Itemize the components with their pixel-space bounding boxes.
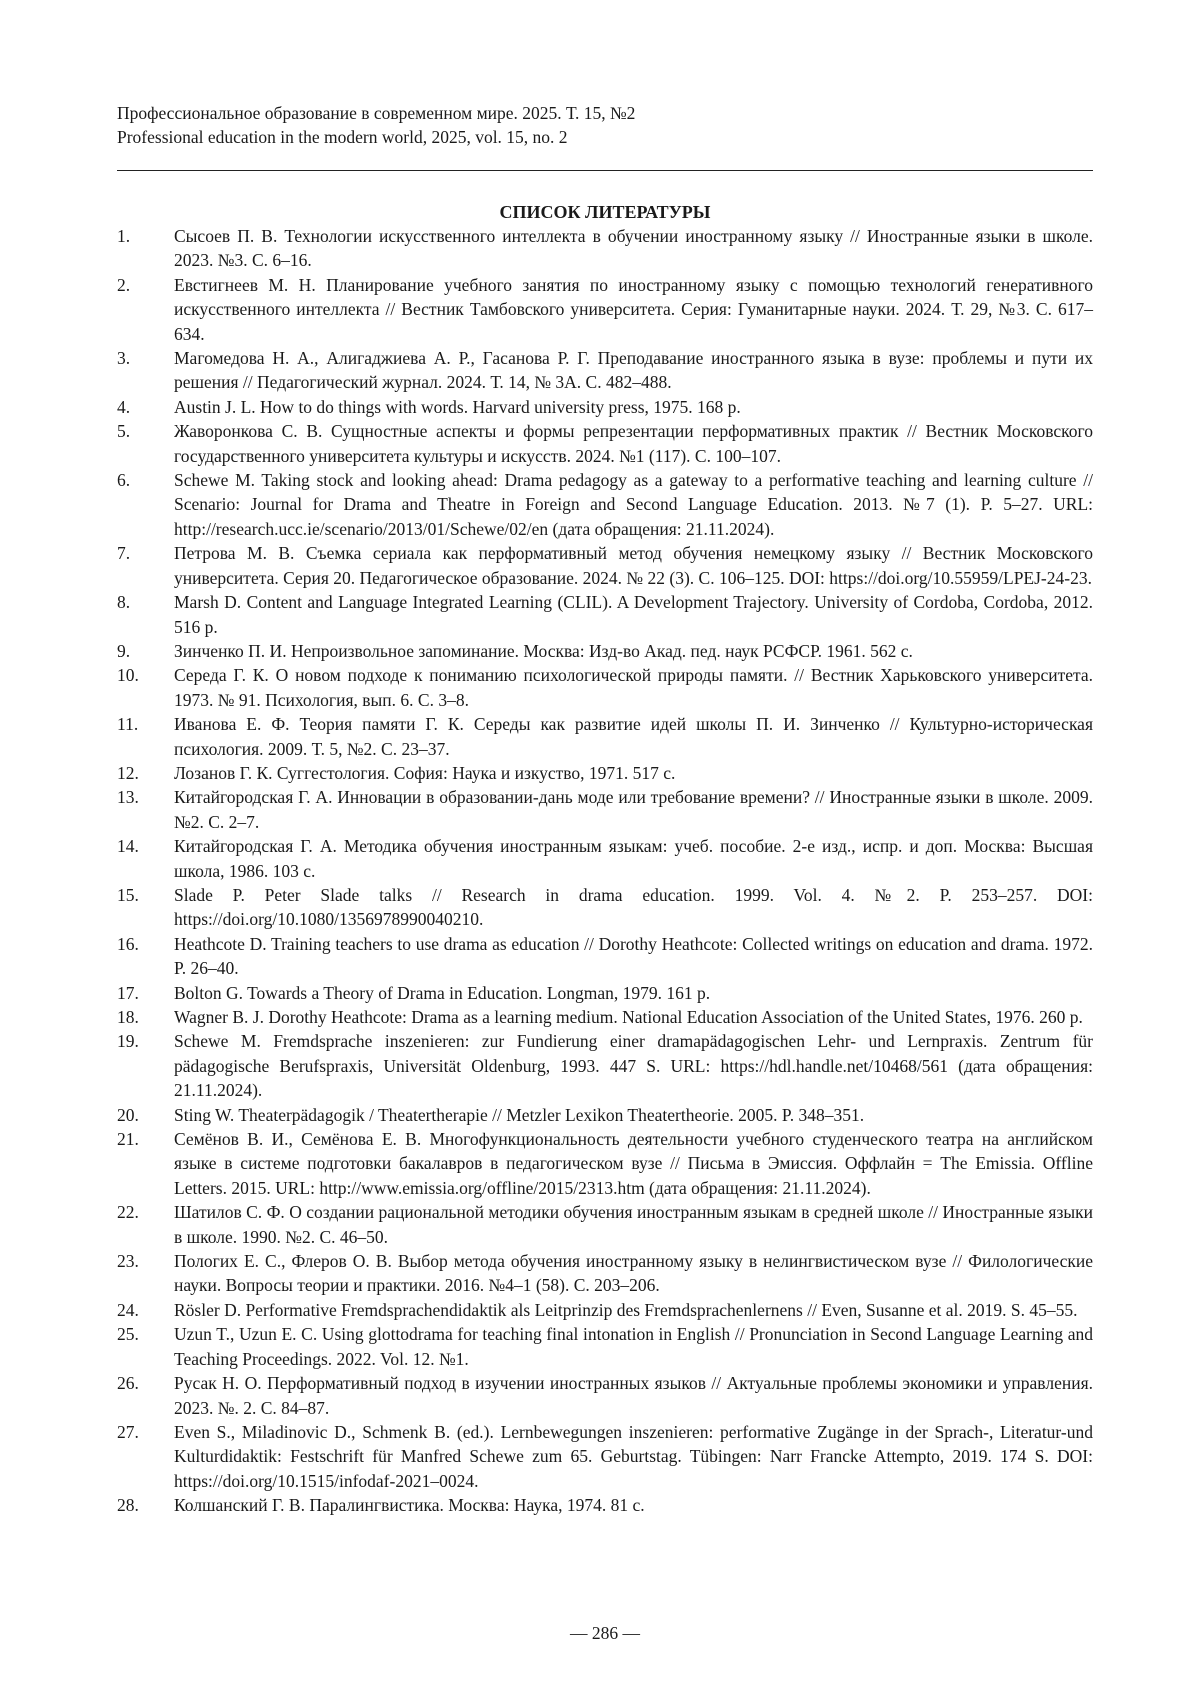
reference-number: 2. bbox=[117, 273, 174, 346]
reference-text: Середа Г. К. О новом подходе к пониманию психологической природы памяти. // Вестник Харьковского университета. 1973. № 91. Психология, вып. 6. С. 3–8. bbox=[174, 663, 1093, 712]
reference-number: 4. bbox=[117, 395, 174, 419]
reference-item bbox=[117, 761, 1093, 785]
reference-item bbox=[117, 541, 1093, 590]
reference-item bbox=[117, 785, 1093, 834]
reference-text: Магомедова Н. А., Алигаджиева А. Р., Гасанова Р. Г. Преподавание иностранного языка в вузе: проблемы и пути их решения // Педагогический журнал. 2024. Т. 14, № 3А. С. 482–488. bbox=[174, 346, 1093, 395]
header-divider bbox=[117, 170, 1093, 171]
reference-item bbox=[117, 981, 1093, 1005]
reference-item bbox=[117, 1005, 1093, 1029]
reference-text: Marsh D. Content and Language Integrated Learning (CLIL). A Development Trajectory. University of Cordoba, Cordoba, 2012. 516 p. bbox=[174, 590, 1093, 639]
reference-text: Wagner B. J. Dorothy Heathcote: Drama as a learning medium. National Education Association of the United States, 1976. 260 p. bbox=[174, 1005, 1093, 1029]
reference-number: 22. bbox=[117, 1200, 174, 1249]
reference-number: 27. bbox=[117, 1420, 174, 1493]
reference-text: Austin J. L. How to do things with words. Harvard university press, 1975. 168 p. bbox=[174, 395, 1093, 419]
reference-number: 19. bbox=[117, 1029, 174, 1102]
reference-item bbox=[117, 346, 1093, 395]
reference-text: Петрова М. В. Съемка сериала как перформативный метод обучения немецкому языку // Вестник Московского университета. Серия 20. Педагогическое образование. 2024. № 22 (3). С. 106–125. DOI: https://doi.org/10.55959/LPEJ-24-23. bbox=[174, 541, 1093, 590]
reference-text: Зинченко П. И. Непроизвольное запоминание. Москва: Изд-во Акад. пед. наук РСФСР. 1961. 562 с. bbox=[174, 639, 1093, 663]
reference-number: 5. bbox=[117, 419, 174, 468]
page-number: — 286 — bbox=[117, 1621, 1093, 1645]
reference-item bbox=[117, 932, 1093, 981]
reference-number: 14. bbox=[117, 834, 174, 883]
reference-number: 23. bbox=[117, 1249, 174, 1298]
reference-number: 10. bbox=[117, 663, 174, 712]
reference-item bbox=[117, 1493, 1093, 1517]
reference-text: Schewe M. Taking stock and looking ahead: Drama pedagogy as a gateway to a performative teaching and learning culture // Scenario: Journal for Drama and Theatre in Foreign and Second Language Education. 2013. №7 (1). P. 5–27. URL: http://research.ucc.ie/scenario/2013/01/Schewe/02/en (дата обращения: 21.11.2024). bbox=[174, 468, 1093, 541]
reference-text: Bolton G. Towards a Theory of Drama in Education. Longman, 1979. 161 p. bbox=[174, 981, 1093, 1005]
reference-number: 8. bbox=[117, 590, 174, 639]
reference-text: Пологих Е. С., Флеров О. В. Выбор метода обучения иностранному языку в нелингвистическом вузе // Филологические науки. Вопросы теории и практики. 2016. №4–1 (58). С. 203–206. bbox=[174, 1249, 1093, 1298]
reference-item bbox=[117, 1029, 1093, 1102]
reference-item bbox=[117, 1322, 1093, 1371]
reference-number: 25. bbox=[117, 1322, 174, 1371]
reference-item bbox=[117, 1103, 1093, 1127]
reference-text: Uzun T., Uzun E. C. Using glottodrama for teaching final intonation in English // Pronunciation in Second Language Learning and Teaching Proceedings. 2022. Vol. 12. №1. bbox=[174, 1322, 1093, 1371]
reference-number: 17. bbox=[117, 981, 174, 1005]
reference-text: Slade P. Peter Slade talks // Research in drama education. 1999. Vol. 4. №2. P. 253–257. DOI: https://doi.org/10.1080/1356978990040210. bbox=[174, 883, 1093, 932]
reference-text: Сысоев П. В. Технологии искусственного интеллекта в обучении иностранному языку // Иностранные языки в школе. 2023. №3. С. 6–16. bbox=[174, 224, 1093, 273]
reference-text: Евстигнеев М. Н. Планирование учебного занятия по иностранному языку с помощью технологий генеративного искусственного интеллекта // Вестник Тамбовского университета. Серия: Гуманитарные науки. 2024. Т. 29, №3. С. 617–634. bbox=[174, 273, 1093, 346]
reference-text: Even S., Miladinovic D., Schmenk B. (ed.). Lernbewegungen inszenieren: performative Zugänge in der Sprach-, Literatur-und Kulturdidaktik: Festschrift für Manfred Schewe zum 65. Geburtstag. Tübingen: Narr Francke Attempto, 2019. 174 S. DOI: https://doi.org/10.1515/infodaf-2021–0024. bbox=[174, 1420, 1093, 1493]
reference-item bbox=[117, 590, 1093, 639]
reference-item bbox=[117, 663, 1093, 712]
reference-number: 11. bbox=[117, 712, 174, 761]
reference-number: 15. bbox=[117, 883, 174, 932]
reference-item bbox=[117, 712, 1093, 761]
running-header-ru: Профессиональное образование в современном мире. 2025. Т. 15, №2 bbox=[117, 101, 1092, 125]
reference-text: Schewe M. Fremdsprache inszenieren: zur Fundierung einer dramapädagogischen Lehr- und Lernpraxis. Zentrum für pädagogische Berufspraxis, Universität Oldenburg, 1993. 447 S. URL: https://hdl.handle.net/10468/561 (дата обращения: 21.11.2024). bbox=[174, 1029, 1093, 1102]
reference-text: Колшанский Г. В. Паралингвистика. Москва: Наука, 1974. 81 с. bbox=[174, 1493, 1093, 1517]
reference-number: 6. bbox=[117, 468, 174, 541]
reference-number: 26. bbox=[117, 1371, 174, 1420]
reference-list bbox=[117, 224, 1093, 1518]
reference-text: Русак Н. О. Перформативный подход в изучении иностранных языков // Актуальные проблемы экономики и управления. 2023. №. 2. С. 84–87. bbox=[174, 1371, 1093, 1420]
reference-item bbox=[117, 1200, 1093, 1249]
reference-number: 28. bbox=[117, 1493, 174, 1517]
reference-item bbox=[117, 1298, 1093, 1322]
reference-item bbox=[117, 468, 1093, 541]
reference-item bbox=[117, 834, 1093, 883]
reference-item bbox=[117, 224, 1093, 273]
reference-number: 3. bbox=[117, 346, 174, 395]
reference-text: Rösler D. Performative Fremdsprachendidaktik als Leitprinzip des Fremdsprachenlernens // Even, Susanne et al. 2019. S. 45–55. bbox=[174, 1298, 1093, 1322]
running-header bbox=[117, 101, 1092, 149]
section-title: СПИСОК ЛИТЕРАТУРЫ bbox=[117, 200, 1093, 224]
reference-number: 13. bbox=[117, 785, 174, 834]
reference-item bbox=[117, 1420, 1093, 1493]
reference-text: Семёнов В. И., Семёнова Е. В. Многофункциональность деятельности учебного студенческого театра на английском языке в системе подготовки бакалавров в педагогическом вузе // Письма в Эмиссия. Оффлайн = The Emissia. Offline Letters. 2015. URL: http://www.emissia.org/offline/2015/2313.htm (дата обращения: 21.11.2024). bbox=[174, 1127, 1093, 1200]
reference-number: 24. bbox=[117, 1298, 174, 1322]
reference-number: 18. bbox=[117, 1005, 174, 1029]
reference-text: Шатилов С. Ф. О создании рациональной методики обучения иностранным языкам в средней школе // Иностранные языки в школе. 1990. №2. С. 46–50. bbox=[174, 1200, 1093, 1249]
reference-text: Лозанов Г. К. Суггестология. София: Наука и изкуство, 1971. 517 с. bbox=[174, 761, 1093, 785]
reference-number: 9. bbox=[117, 639, 174, 663]
reference-text: Китайгородская Г. А. Инновации в образовании-дань моде или требование времени? // Иностранные языки в школе. 2009. №2. С. 2–7. bbox=[174, 785, 1093, 834]
reference-text: Иванова Е. Ф. Теория памяти Г. К. Середы как развитие идей школы П. И. Зинченко // Культурно-историческая психология. 2009. Т. 5, №2. С. 23–37. bbox=[174, 712, 1093, 761]
reference-item bbox=[117, 883, 1093, 932]
reference-text: Sting W. Theaterpädagogik / Theatertherapie // Metzler Lexikon Theatertheorie. 2005. P. 348–351. bbox=[174, 1103, 1093, 1127]
reference-number: 21. bbox=[117, 1127, 174, 1200]
reference-item bbox=[117, 419, 1093, 468]
reference-item bbox=[117, 273, 1093, 346]
reference-number: 7. bbox=[117, 541, 174, 590]
reference-text: Жаворонкова С. В. Сущностные аспекты и формы репрезентации перформативных практик // Вестник Московского государственного университета культуры и искусств. 2024. №1 (117). С. 100–107. bbox=[174, 419, 1093, 468]
reference-number: 12. bbox=[117, 761, 174, 785]
reference-text: Китайгородская Г. А. Методика обучения иностранным языкам: учеб. пособие. 2-е изд., испр. и доп. Москва: Высшая школа, 1986. 103 с. bbox=[174, 834, 1093, 883]
reference-number: 16. bbox=[117, 932, 174, 981]
reference-item bbox=[117, 1127, 1093, 1200]
reference-number: 1. bbox=[117, 224, 174, 273]
reference-item bbox=[117, 1249, 1093, 1298]
running-header-en: Professional education in the modern world, 2025, vol. 15, no. 2 bbox=[117, 125, 1092, 149]
reference-item bbox=[117, 395, 1093, 419]
reference-item bbox=[117, 1371, 1093, 1420]
reference-item bbox=[117, 639, 1093, 663]
reference-text: Heathcote D. Training teachers to use drama as education // Dorothy Heathcote: Collected writings on education and drama. 1972. P. 26–40. bbox=[174, 932, 1093, 981]
reference-number: 20. bbox=[117, 1103, 174, 1127]
